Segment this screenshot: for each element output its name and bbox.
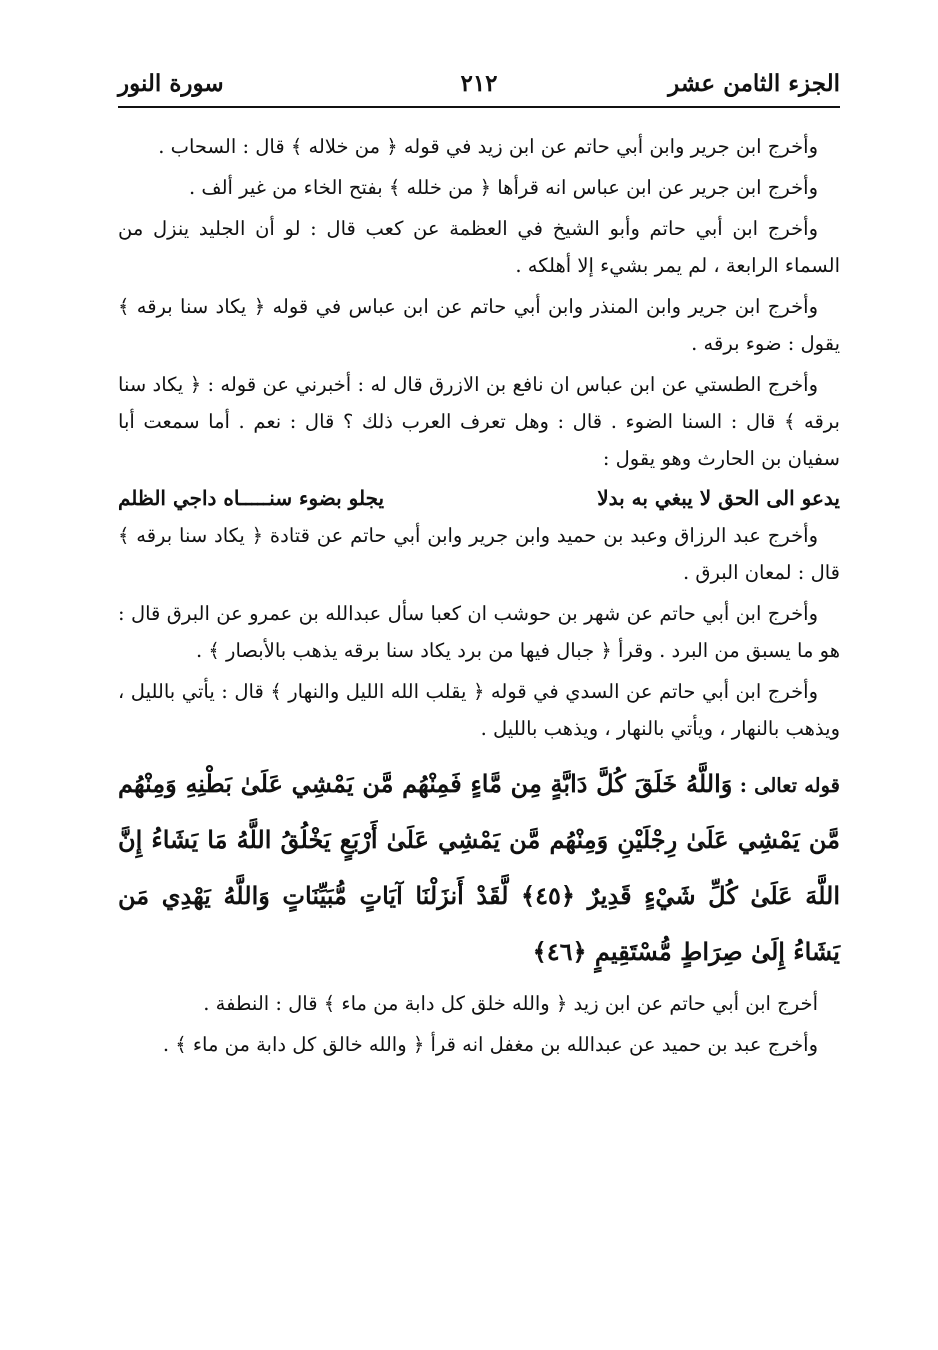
paragraph: أخرج ابن أبي حاتم عن ابن زيد ﴿ والله خلق كل دابة من ماء ﴾ قال : النطفة . xyxy=(203,992,818,1015)
page-number: ٢١٢ xyxy=(460,70,498,97)
paragraph: وأخرج ابن جرير وابن أبي حاتم عن ابن زيد في قوله ﴿ من خلاله ﴾ قال : السحاب . xyxy=(158,135,818,158)
paragraph: وأخرج ابن أبي حاتم وأبو الشيخ في العظمة عن كعب قال : لو أن الجليد ينزل من السماء الرابعة ، لم يمر بشيء إلا أهلكه . xyxy=(118,217,840,277)
quran-verse-block xyxy=(118,757,840,981)
part-title: الجزء الثامن عشر xyxy=(668,70,840,97)
paragraph: وأخرج الطستي عن ابن عباس ان نافع بن الازرق قال له : أخبرني عن قوله : ﴿ يكاد سنا برقه ﴾ قال : السنا الضوء . قال : وهل تعرف العرب ذلك ؟ قال : نعم . أما سمعت أبا سفيان بن الحارث وهو يقول : xyxy=(118,373,840,470)
page-header xyxy=(118,62,840,108)
verse-first-half: يدعو الى الحق لا يبغي به بدلا xyxy=(597,486,840,510)
verse-second-half: يجلو بضوء سنـــــاه داجي الظلم xyxy=(118,486,385,510)
poetry-verse xyxy=(118,481,840,515)
paragraph: وأخرج ابن أبي حاتم عن شهر بن حوشب ان كعبا سأل عبدالله بن عمرو عن البرق قال : هو ما يسبق من البرد . وقرأ ﴿ جبال فيها من برد يكاد سنا برقه يذهب بالأبصار ﴾ . xyxy=(118,602,840,662)
paragraph: وأخرج ابن جرير وابن المنذر وابن أبي حاتم عن ابن عباس في قوله ﴿ يكاد سنا برقه ﴾ يقول : ضوء برقه . xyxy=(118,295,840,355)
page-body xyxy=(118,128,840,1063)
paragraph: وأخرج عبد بن حميد عن عبدالله بن مغفل انه قرأ ﴿ والله خالق كل دابة من ماء ﴾ . xyxy=(162,1033,818,1056)
quran-text: وَاللَّهُ خَلَقَ كُلَّ دَابَّةٍ مِن مَّاءٍ فَمِنْهُم مَّن يَمْشِي عَلَىٰ بَطْنِهِ وَمِنْهُم مَّن يَمْشِي عَلَىٰ رِجْلَيْنِ وَمِنْهُم مَّن يَمْشِي عَلَىٰ أَرْبَعٍ يَخْلُقُ اللَّهُ مَا يَشَاءُ إِنَّ اللَّهَ عَلَىٰ كُلِّ شَيْءٍ قَدِيرٌ ﴿٤٥﴾ لَّقَدْ أَنزَلْنَا آيَاتٍ مُّبَيِّنَاتٍ وَاللَّهُ يَهْدِي مَن يَشَاءُ إِلَىٰ صِرَاطٍ مُّسْتَقِيمٍ ﴿٤٦﴾ xyxy=(118,769,840,966)
surah-title: سورة النور xyxy=(118,70,224,97)
quran-lead: قوله تعالى : xyxy=(739,774,840,797)
paragraph: وأخرج ابن أبي حاتم عن السدي في قوله ﴿ يقلب الله الليل والنهار ﴾ قال : يأتي بالليل ، ويذهب بالنهار ، ويأتي بالنهار ، ويذهب بالليل . xyxy=(118,680,840,740)
paragraph: وأخرج عبد الرزاق وعبد بن حميد وابن جرير وابن أبي حاتم عن قتادة ﴿ يكاد سنا برقه ﴾ قال : لمعان البرق . xyxy=(118,524,840,584)
paragraph: وأخرج ابن جرير عن ابن عباس انه قرأها ﴿ من خلله ﴾ بفتح الخاء من غير ألف . xyxy=(188,176,818,199)
book-page xyxy=(118,62,840,1067)
